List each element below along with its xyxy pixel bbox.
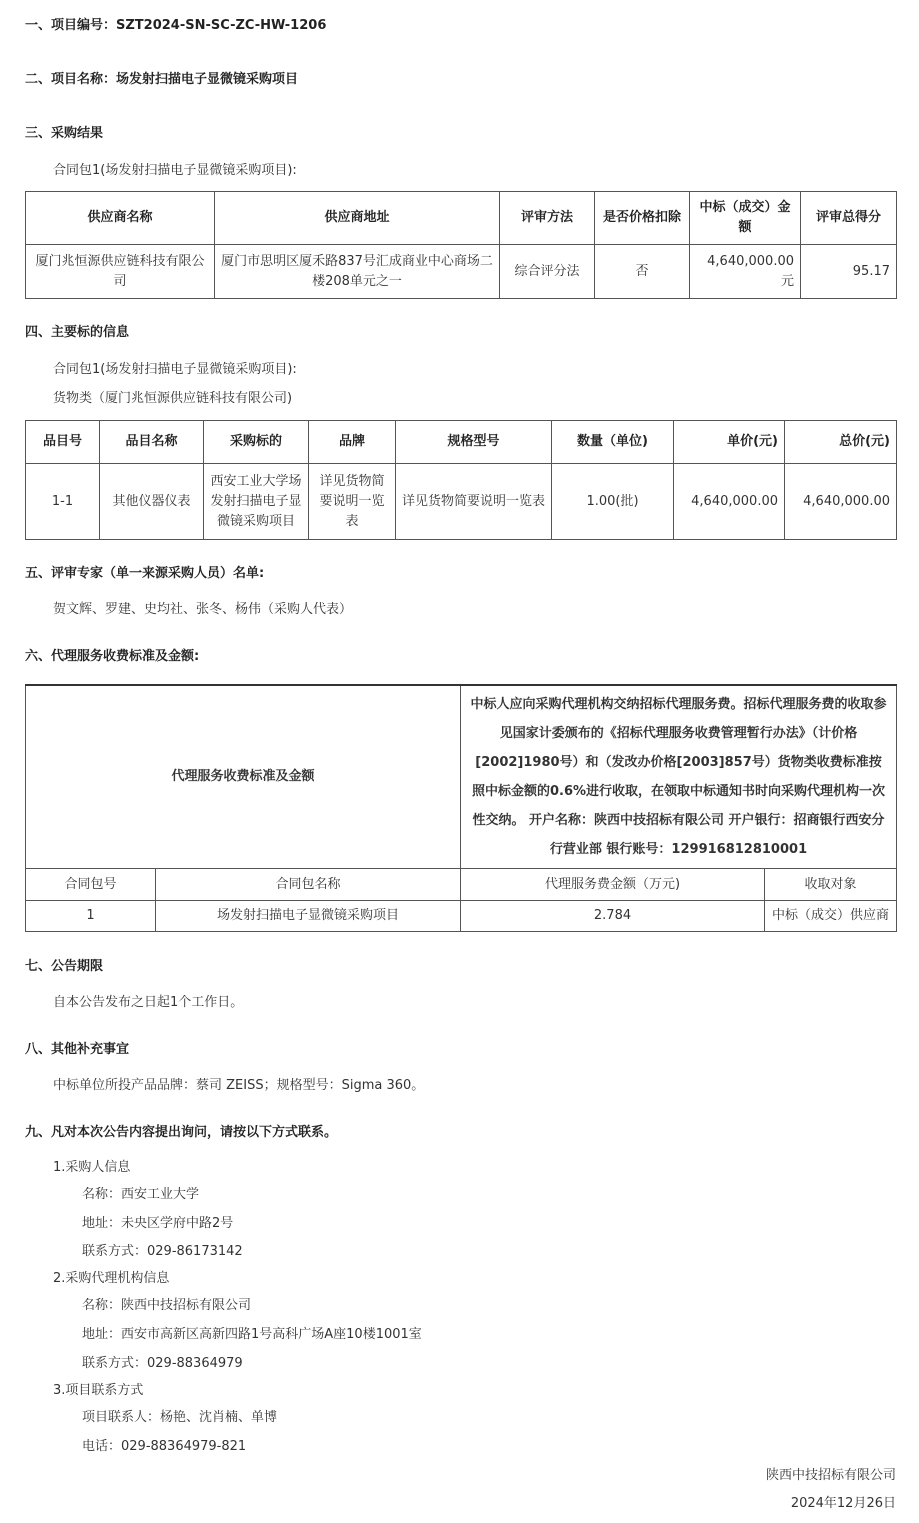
result-package-title: 合同包1(场发射扫描电子显微镜采购项目):	[53, 163, 297, 178]
supplement-text: 中标单位所投产品品牌：蔡司 ZEISS；规格型号：Sigma 360。	[53, 1078, 425, 1093]
item-total-price: 4,640,000.00	[785, 464, 897, 540]
item-target: 西安工业大学场发射扫描电子显微镜采购项目	[204, 464, 309, 540]
fee-standard-text: 中标人应向采购代理机构交纳招标代理服务费。招标代理服务费的收取参见国家计委颁布的《招标代理服务收费管理暂行办法》（计价格[2002]1980号）和（发改办价格[2003]857号）货物类收费标准按照中标金额的0.6%进行收取，在领取中标通知书时向采购代理机构一次性交纳。 开户名称：陕西中技招标有限公司 开户银行：招商银行西安分行营业部 银行账号：129916812810001	[461, 685, 897, 869]
header-quantity: 数量（单位)	[552, 421, 674, 464]
award-amount: 4,640,000.00元	[690, 245, 801, 299]
experts-list: 贺文辉、罗建、史均社、张冬、杨伟（采购人代表）	[53, 602, 353, 617]
experts-heading: 五、评审专家（单一来源采购人员）名单:	[25, 566, 265, 581]
item-no: 1-1	[26, 464, 100, 540]
signature-date: 2024年12月26日	[790, 1496, 896, 1511]
header-spec: 规格型号	[396, 421, 552, 464]
header-brand: 品牌	[309, 421, 396, 464]
items-package-title: 合同包1(场发射扫描电子显微镜采购项目):	[53, 362, 297, 377]
fee-standard-label: 代理服务收费标准及金额	[26, 685, 461, 869]
notice-period-heading: 七、公告期限	[25, 959, 104, 974]
agency-name: 名称：陕西中技招标有限公司	[82, 1298, 252, 1313]
contact-heading: 九、凡对本次公告内容提出询问，请按以下方式联系。	[25, 1125, 338, 1140]
header-package-name: 合同包名称	[156, 869, 461, 901]
result-header-row	[26, 192, 897, 245]
notice-period: 自本公告发布之日起1个工作日。	[53, 995, 244, 1010]
header-total-price: 总价(元)	[785, 421, 897, 464]
fee-package-name: 场发射扫描电子显微镜采购项目	[156, 901, 461, 932]
supplier-name: 厦门兆恒源供应链科技有限公司	[26, 245, 215, 299]
review-method: 综合评分法	[500, 245, 595, 299]
price-deduction: 否	[595, 245, 690, 299]
table-row	[26, 245, 897, 299]
header-supplier-name: 供应商名称	[26, 192, 215, 245]
fee-standard-row	[26, 685, 897, 869]
agency-fee-table	[25, 684, 897, 932]
procurement-result-heading: 三、采购结果	[25, 126, 104, 141]
table-row	[26, 464, 897, 540]
project-number: SZT2024-SN-SC-ZC-HW-1206	[116, 18, 327, 33]
project-contact-title: 3.项目联系方式	[53, 1383, 144, 1398]
header-unit-price: 单价(元)	[674, 421, 785, 464]
header-supplier-address: 供应商地址	[215, 192, 500, 245]
agency-phone: 联系方式：029-88364979	[82, 1356, 243, 1371]
project-name-heading	[25, 68, 298, 87]
supplement-heading: 八、其他补充事宜	[25, 1042, 130, 1057]
items-header-row	[26, 421, 897, 464]
item-spec: 详见货物简要说明一览表	[396, 464, 552, 540]
project-name: 场发射扫描电子显微镜采购项目	[116, 72, 299, 87]
header-review-method: 评审方法	[500, 192, 595, 245]
agency-fee-heading: 六、代理服务收费标准及金额:	[25, 649, 200, 664]
buyer-title: 1.采购人信息	[53, 1160, 131, 1175]
item-unit-price: 4,640,000.00	[674, 464, 785, 540]
header-award-amount: 中标（成交）金额	[690, 192, 801, 245]
buyer-name: 名称：西安工业大学	[82, 1187, 200, 1202]
project-number-heading	[25, 14, 326, 33]
signature-org: 陕西中技招标有限公司	[765, 1468, 896, 1483]
fee-target: 中标（成交）供应商	[765, 901, 897, 932]
header-item-no: 品目号	[26, 421, 100, 464]
header-fee-target: 收取对象	[765, 869, 897, 901]
agency-address: 地址：西安市高新区高新四路1号高科广场A座10楼1001室	[82, 1327, 422, 1342]
header-target: 采购标的	[204, 421, 309, 464]
table-row	[26, 901, 897, 932]
fee-package-no: 1	[26, 901, 156, 932]
fee-header-row	[26, 869, 897, 901]
header-package-no: 合同包号	[26, 869, 156, 901]
item-brand: 详见货物简要说明一览表	[309, 464, 396, 540]
section-2-label: 二、项目名称：	[25, 72, 117, 87]
header-price-deduction: 是否价格扣除	[595, 192, 690, 245]
header-fee-amount: 代理服务费金额（万元)	[461, 869, 765, 901]
buyer-address: 地址：未央区学府中路2号	[82, 1216, 234, 1231]
supplier-address: 厦门市思明区厦禾路837号汇成商业中心商场二楼208单元之一	[215, 245, 500, 299]
main-items-heading: 四、主要标的信息	[25, 325, 130, 340]
buyer-phone: 联系方式：029-86173142	[82, 1244, 243, 1259]
items-table	[25, 420, 897, 540]
result-table	[25, 191, 897, 299]
item-quantity: 1.00(批)	[552, 464, 674, 540]
section-1-label: 一、项目编号：	[25, 18, 117, 33]
total-score: 95.17	[801, 245, 897, 299]
agency-title: 2.采购代理机构信息	[53, 1271, 170, 1286]
project-contact-phone: 电话：029-88364979-821	[82, 1439, 247, 1454]
header-item-name: 品目名称	[100, 421, 204, 464]
header-total-score: 评审总得分	[801, 192, 897, 245]
fee-amount: 2.784	[461, 901, 765, 932]
item-name: 其他仪器仪表	[100, 464, 204, 540]
project-contact-people: 项目联系人：杨艳、沈肖楠、单博	[82, 1410, 278, 1425]
items-category: 货物类（厦门兆恒源供应链科技有限公司)	[53, 391, 293, 406]
